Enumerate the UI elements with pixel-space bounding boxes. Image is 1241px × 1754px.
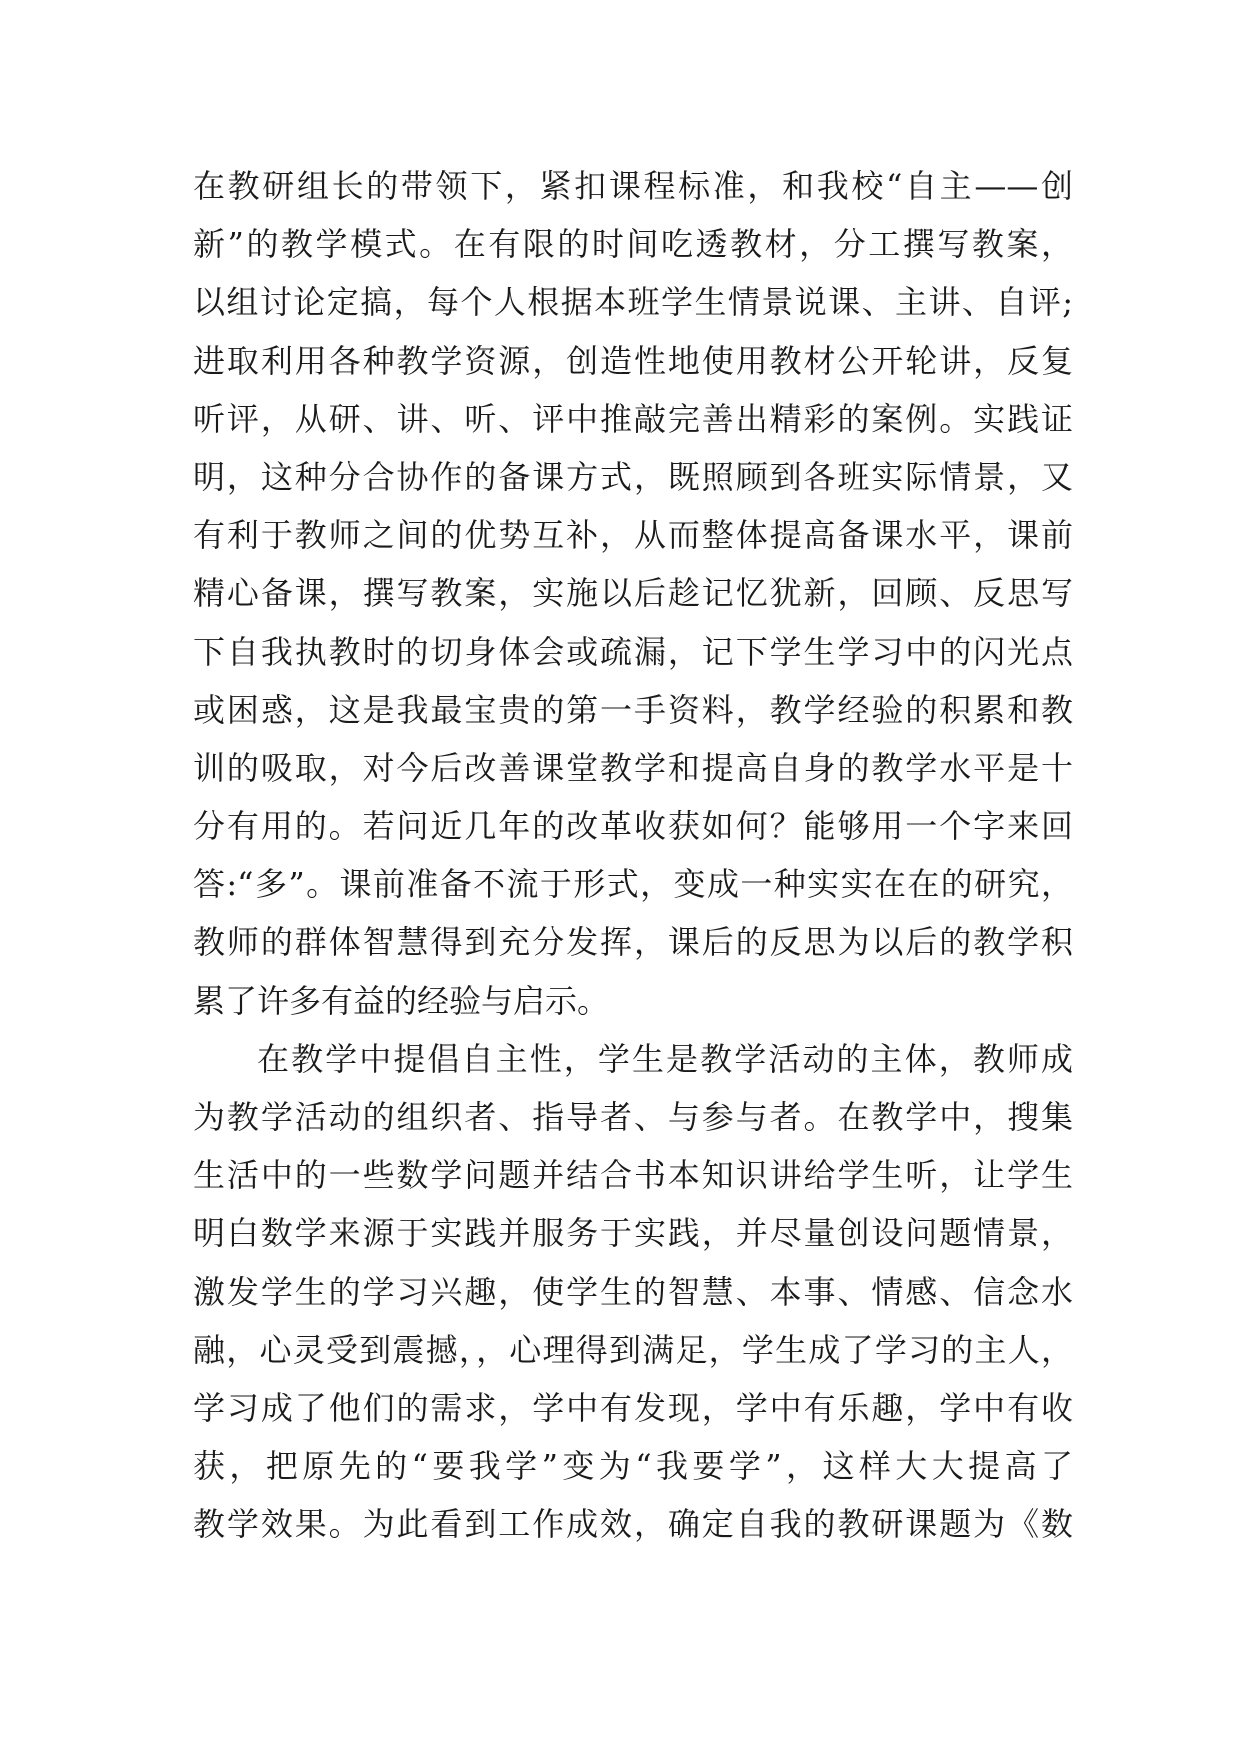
body-text: [193, 157, 1073, 1554]
text-line: 教师的群体智慧得到充分发挥，课后的反思为以后的教学积: [193, 923, 1073, 962]
text-line: 分有用的。若问近几年的改革收获如何？能够用一个字来回: [193, 807, 1073, 846]
text-line: 在教研组长的带领下，紧扣课程标准，和我校“自主——创: [193, 167, 1073, 205]
text-line: 明白数学来源于实践并服务于实践，并尽量创设问题情景，: [193, 1214, 1073, 1253]
text-line: 精心备课，撰写教案，实施以后趁记忆犹新，回顾、反思写: [193, 574, 1073, 613]
text-line: 下自我执教时的切身体会或疏漏，记下学生学习中的闪光点: [193, 632, 1073, 671]
text-line: 以组讨论定搞，每个人根据本班学生情景说课、主讲、自评;: [193, 283, 1073, 322]
text-line: 获，把原先的“要我学”变为“我要学”，这样大大提高了: [193, 1447, 1073, 1486]
text-line: 激发学生的学习兴趣，使学生的智慧、本事、情感、信念水: [193, 1272, 1073, 1311]
text-line: 学习成了他们的需求，学中有发现，学中有乐趣，学中有收: [193, 1388, 1073, 1427]
text-line: 融，心灵受到震撼，，心理得到满足，学生成了学习的主人，: [193, 1330, 1073, 1369]
paragraph-end-line: 累了许多有益的经验与启示。: [193, 981, 610, 1020]
text-line: 进取利用各种教学资源，创造性地使用教材公开轮讲，反复: [193, 341, 1073, 380]
text-line: 为教学活动的组织者、指导者、与参与者。在教学中，搜集: [193, 1098, 1073, 1136]
text-line: 答:“多”。课前准备不流于形式，变成一种实实在在的研究，: [193, 865, 1073, 904]
text-line: 教学效果。为此看到工作成效，确定自我的教研课题为《数: [193, 1505, 1073, 1544]
text-line: 听评，从研、讲、听、评中推敲完善出精彩的案例。实践证: [193, 399, 1073, 438]
text-line: 新”的教学模式。在有限的时间吃透教材，分工撰写教案，: [193, 225, 1073, 264]
paragraph-start-line: 在教学中提倡自主性，学生是教学活动的主体，教师成: [257, 1039, 1073, 1078]
text-line: 生活中的一些数学问题并结合书本知识讲给学生听，让学生: [193, 1156, 1073, 1195]
text-line: 有利于教师之间的优势互补，从而整体提高备课水平，课前: [193, 516, 1073, 555]
text-line: 或困惑，这是我最宝贵的第一手资料，教学经验的积累和教: [193, 690, 1073, 729]
text-line: 明，这种分合协作的备课方式，既照顾到各班实际情景，又: [193, 457, 1073, 496]
text-line: 训的吸取，对今后改善课堂教学和提高自身的教学水平是十: [193, 748, 1073, 787]
